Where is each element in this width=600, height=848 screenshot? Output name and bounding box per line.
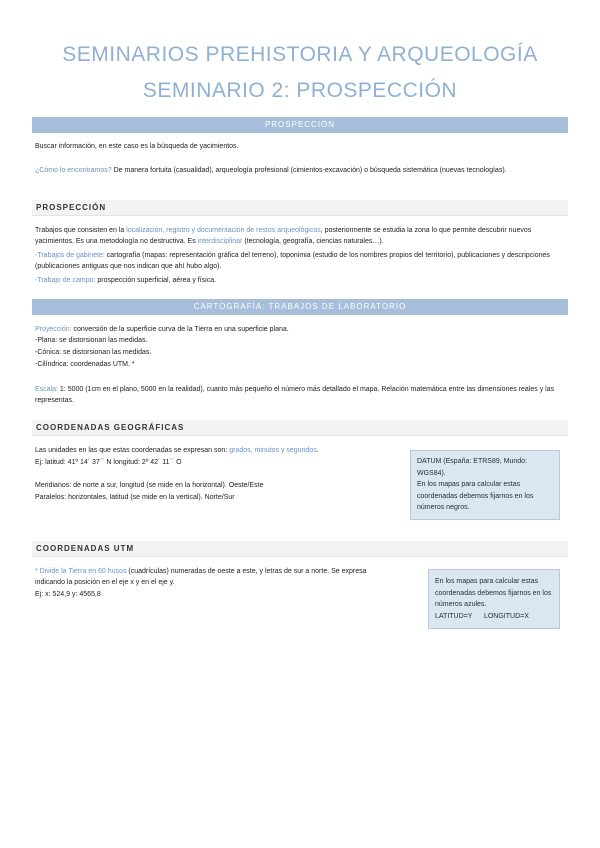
list-item-plana: -Plana: se distorsionan las medidas.	[35, 337, 148, 344]
campo-text: prospección superficial, aérea y física.	[95, 277, 217, 284]
paragraph-gabinete	[35, 250, 565, 272]
section-header-prospeccion-intro: PROSPECCIÓN	[32, 117, 568, 133]
text-run: (cuadrículas) numeradas de oeste a este, y letras de sur a norte. Se expresa indicando la posición en el eje x y en el eje y.	[35, 568, 367, 586]
datum-note-text: En los mapas para calcular estas coordenadas debemos fijarnos en los números negros.	[417, 481, 534, 511]
text-run: (tecnología, geografía, ciencias naturales…).	[242, 238, 384, 245]
datum-note-line: DATUM (España: ETRS89, Mundo: WGS84).	[417, 458, 527, 477]
document-subtitle: SEMINARIO 2: PROSPECCIÓN	[142, 79, 458, 102]
text-run: Trabajos que consisten en la	[35, 227, 127, 234]
text-run: .	[316, 447, 319, 454]
paragraph-paralelos: Paralelos: horizontales, latitud (se mide en la vertical). Norte/Sur	[35, 494, 235, 501]
datum-note-box	[410, 450, 560, 520]
highlight-grados: grados, minutos y segundos	[229, 447, 317, 454]
question-text: De manera fortuita (casualidad), arqueología profesional (cimientos-excavación) o búsqueda sistemática (nuevas tecnologías).	[111, 167, 507, 174]
highlight-localizacion: localización, registro y documentación de restos arqueológicos	[126, 227, 321, 234]
example-latitud-longitud: Ej: latitud: 41º 14´ 37´´ N longitud: 2º 42´ 11´´ O	[35, 459, 182, 466]
utm-note-axes: LATITUD=Y LONGITUD=X	[435, 612, 529, 620]
proyeccion-label: Proyección:	[35, 326, 72, 333]
text-run: *	[35, 568, 40, 575]
gabinete-label: -Trabajos de gabinete:	[35, 252, 105, 259]
section-header-prospeccion: PROSPECCIÓN	[32, 200, 568, 216]
escala-text: 1: 5000 (1cm en el plano, 5000 en la realidad), cuanto más pequeño el número más detallado el mapa. Relación matemática entre las dimensiones reales y las representas.	[35, 386, 555, 404]
paragraph-meridianos: Meridianos: de norte a sur, longitud (se mide en la horizontal). Oeste/Este	[35, 482, 264, 489]
highlight-husos: Divide la Tierra en 60 husos	[39, 568, 127, 575]
proyeccion-text: conversión de la superficie curva de la Tierra en una superficie plana.	[71, 326, 289, 333]
paragraph-escala	[35, 384, 565, 406]
list-item-conica: -Cónica: se distorsionan las medidas.	[35, 349, 152, 356]
paragraph-proyeccion	[35, 324, 565, 335]
paragraph-trabajos	[35, 225, 565, 247]
example-utm: Ej: x: 524,9 y: 4565,8	[35, 591, 101, 598]
question-label: ¿Cómo lo encontramos?	[35, 167, 112, 174]
paragraph-buscar: Buscar información, en este caso es la búsqueda de yacimientos.	[35, 143, 239, 150]
section-header-cartografia: CARTOGRAFÍA: TRABAJOS DE LABORATORIO	[32, 299, 568, 315]
paragraph-campo	[35, 275, 565, 286]
paragraph-como-encontramos	[35, 165, 565, 176]
paragraph-unidades	[35, 445, 405, 456]
utm-note-text: En los mapas para calcular estas coordenadas debemos fijarnos en los números azules.	[435, 578, 552, 608]
highlight-interdisciplinar: interdisciplinar	[197, 238, 243, 245]
gabinete-text: cartografía (mapas: representación gráfica del terreno), toponimia (estudio de los nombres propios del territorio), publicaciones y descripciones (publicaciones antiguas que nos indican que ahí hubo algo).	[35, 252, 550, 270]
utm-note-box	[428, 569, 560, 629]
text-run: Las unidades en las que estas coordenadas se expresan son:	[35, 447, 230, 454]
paragraph-utm	[35, 566, 395, 588]
escala-label: Escala:	[35, 386, 58, 393]
list-item-cilindrica: -Cilíndrica: coordenadas UTM. *	[35, 361, 135, 368]
text-run: , posteriormente se estudia la zona lo que permite descubrir nuevos yacimientos. Es una metodología no destructiva. Es	[35, 227, 532, 245]
section-header-coordenadas-utm: COORDENADAS UTM	[32, 541, 568, 557]
document-title: SEMINARIOS PREHISTORIA Y ARQUEOLOGÍA	[62, 43, 538, 66]
section-header-coordenadas-geograficas: COORDENADAS GEOGRÁFICAS	[32, 420, 568, 436]
campo-label: -Trabajo de campo:	[35, 277, 96, 284]
